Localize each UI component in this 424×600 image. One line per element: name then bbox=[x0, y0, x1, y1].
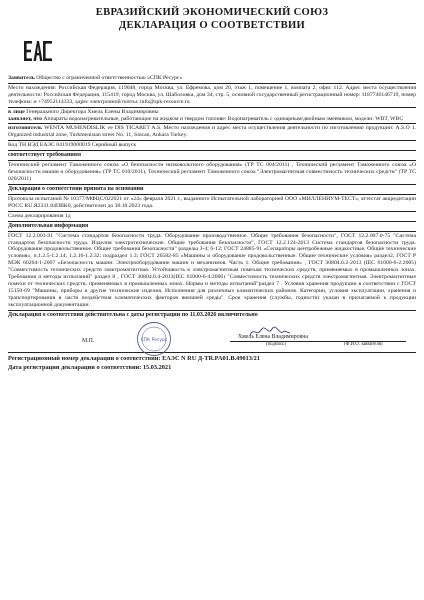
applicant-line bbox=[8, 75, 416, 82]
validity-text: Декларация о соответствии действительна с даты регистрации по bbox=[8, 311, 189, 318]
manufacturer-line bbox=[8, 125, 416, 139]
representative-line bbox=[8, 109, 416, 116]
applicant-label: Заявитель bbox=[8, 75, 35, 81]
validity-date: 11.03.2026 bbox=[189, 311, 217, 318]
registration-date: 15.03.2021 bbox=[142, 364, 172, 372]
declares-label: заявляет, что bbox=[8, 115, 42, 122]
additional-text: ГОСТ 12.2.003-91 "Система стандартов безопасности труда. Оборудование производственное. Общие требования безопасности", ГОСТ 12.2.007.0-75 "Система стандартов безопасности труда. Изделия электротехнические. Общие требования безопасности", ГОСТ 12.2.124-2013 Система стандартов безопасности труда. Оборудование продовольственное. Общие требования безопасности" разделы 3-4; 6-12; ГОСТ 24885-91 «Сепараторы центробежные жидкостные. Общие технические условия», п.1.2.5-1.2.14; 1.2.16-1.2.32; подраздел 1.3; ГОСТ 26582-85 «Машины и оборудование продовольственные. Общие технические условия» раздел2, ГОСТ Р МЭК 60204-1-2007 «Безопасность машин. Электрооборудование машин и механизмов. Часть 1. Общие требования» , ГОСТ 30804.6.2-2013 (IEC 61000-6-2:2005) "Совместимость технических средств электромагнитная. Устойчивость к электромагнитным помехам технических средств, применяемых в промышленных зонах. Требования и методы испытаний" раздел 8 , ГОСТ 30804.6.4-2013(IEC 61000-6-4:2006) "Совместимость технических средств электромагнитная. Электромагнитные помехи от технических средств, применяемых в промышленных зонах. Нормы и методы испытаний"раздел 7 . Условия хранения продукции в соответствии с ГОСТ 15150-69 "Машины, приборы и другие технические изделия. Исполнения для различных климатических районов. Категории, условия эксплуатации, хранения и транспортирования в части воздействия климатических факторов внешней среды". Срок хранения (службы, годности) указан в прилагаемой к продукции эксплуатационной документации. bbox=[8, 232, 416, 308]
declares-line bbox=[8, 116, 416, 123]
registration-number-label: Регистрационный номер декларации о соответствии: bbox=[8, 355, 161, 363]
title-union: ЕВРАЗИЙСКИЙ ЭКОНОМИЧЕСКИЙ СОЮЗ bbox=[95, 7, 329, 18]
stamp-text: СПК Ресурс bbox=[140, 338, 168, 344]
manufacturer-label: изготовитель bbox=[8, 125, 43, 132]
manufacturer-text: WENTA MUHENDISLIK ve DIS TICARET A.S. Место нахождения и адрес места осуществления деятельности по изготовлению продукции: A.S.O 1. Organized industrial zone, Turkmenistan street No. 11, Sincan, Ankara Turkey. bbox=[8, 125, 416, 139]
declaration-document bbox=[8, 6, 416, 372]
rep-prefix: в лице bbox=[8, 108, 25, 115]
signer-name: Хмель Елена Владимировна bbox=[238, 334, 308, 341]
title-declaration: ДЕКЛАРАЦИЯ О СООТВЕТСТВИИ bbox=[118, 20, 306, 31]
signature-caption: (подпись) bbox=[266, 342, 286, 348]
registration-number-line bbox=[8, 354, 416, 363]
applicant-name: Общество с ограниченной ответственностью «СПК Ресурс» bbox=[36, 75, 183, 81]
basis-text: Протокола испытаний № 10377/МФЦС/022021 от «24» февраля 2021 г., выданного Испытательной лабораторией ООО «МИЛЛЕНИУМ-ТЕСТ», аттестат аккредитации РОСС RU.Я2331.04ПВК0, действителен до 30.10.2023 года. bbox=[8, 195, 416, 209]
eac-logo-icon bbox=[23, 36, 53, 66]
registration-date-label: Дата регистрации декларации о соответствии: bbox=[8, 364, 142, 372]
registration-date-line bbox=[8, 363, 416, 372]
additional-heading: Дополнительная информация bbox=[8, 222, 89, 229]
requirements-text: Технический регламент Таможенного союза «О безопасности низковольтного оборудования» (ТР ТС 004/2011) , Технический регламент Таможенного союза «О безопасности машин и оборудования» (ТР ТС 010/2011), Технический регламент Таможенного союза "Электромагнитная совместимость технических средств" (ТР ТС 020/2011) bbox=[8, 162, 416, 182]
mp-label: М.П. bbox=[82, 338, 95, 345]
name-caption: (Ф.И.О. заявителя) bbox=[344, 342, 383, 348]
scheme-line: Схема декларирования 1д bbox=[8, 212, 71, 219]
applicant-address: Место нахождения: Российская Федерация, 119048, город Москва, ул. Ефремова, дом 20, этаж 1, помещение 1, компата 2, офис 112. Адрес места осуществления деятельности: Российская Федерация, 115419, город Москва, ул. Шаболовка, дом 34, стр. 5, основной государственный регистрационный номер: 1187746146719, номер телефона: и +74952114333, адрес электронной почты: info@spk-resource.ru bbox=[8, 84, 416, 105]
product-description: Аппараты водонагревательные, работающие на жидком и твердом топливе: Водонагреватель с одинарным/двойным змеевиком, модели: WBT, WBC bbox=[43, 115, 404, 122]
requirements-heading: соответствует требованиям bbox=[8, 152, 81, 159]
company-stamp-icon bbox=[136, 321, 172, 357]
hs-code-line: Код ТН ВЭД ЕАЭС 841919000019 Серийный выпуск bbox=[8, 142, 137, 149]
registration-number: ЕАЭС N RU Д-TR.PA01.B.49013/21 bbox=[162, 355, 260, 363]
signature-block bbox=[8, 321, 416, 351]
representative-name: Генерального Директора Хмель Елены Владимировны bbox=[26, 108, 159, 115]
basis-heading: Декларация о соответствии принята на основании bbox=[8, 185, 144, 192]
validity-suffix: включительно bbox=[217, 311, 258, 318]
validity-line bbox=[8, 312, 416, 319]
